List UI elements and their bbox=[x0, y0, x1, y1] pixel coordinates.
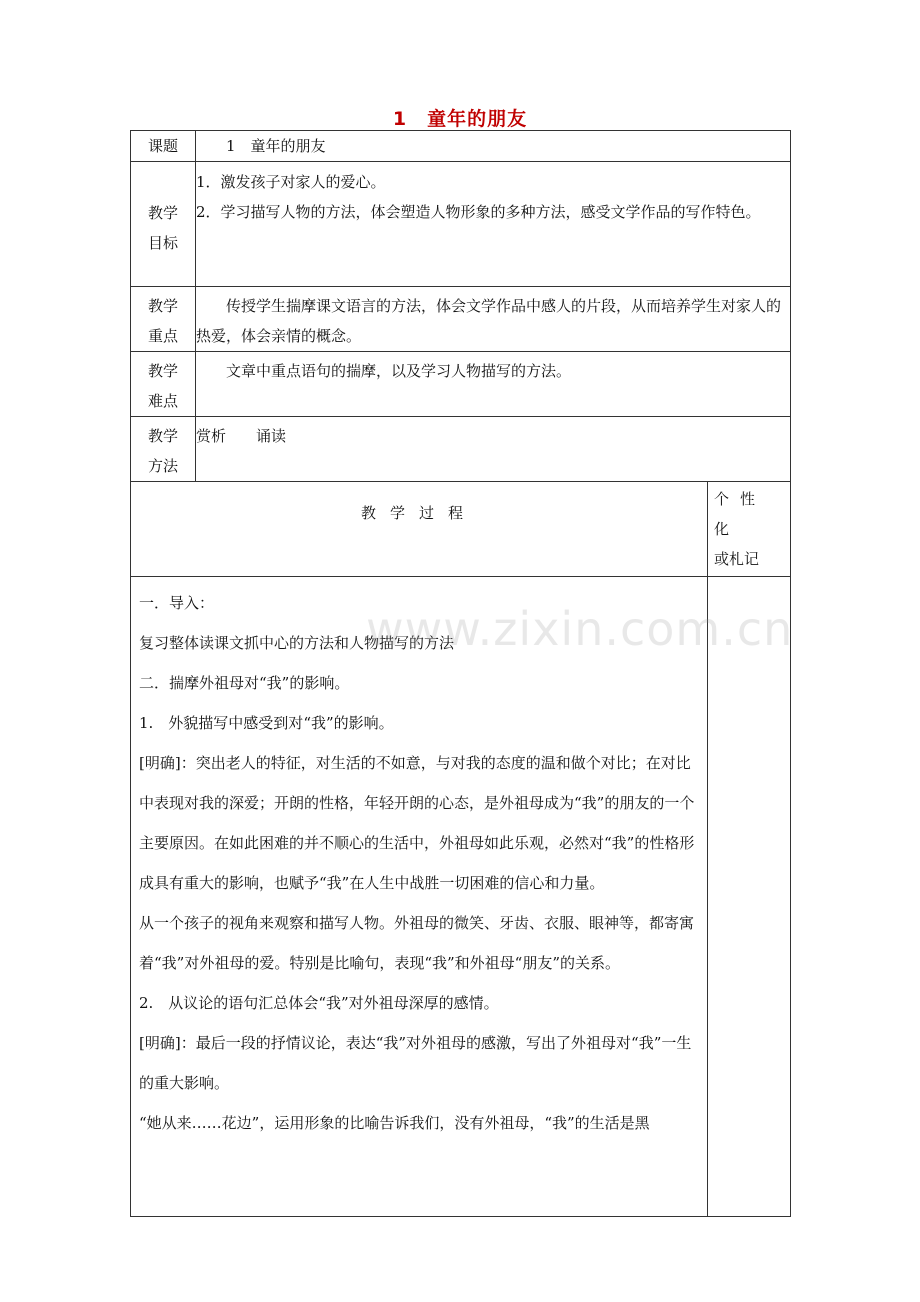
key-points-label: 教学 重点 bbox=[131, 287, 196, 352]
notes-header-cell bbox=[708, 482, 791, 577]
methods-label: 教学 方法 bbox=[131, 417, 196, 482]
process-paragraph: 2. 从议论的语句汇总体会“我”对外祖母深厚的感情。 bbox=[139, 994, 499, 1012]
watermark: www.zixin.com.cn bbox=[366, 602, 794, 656]
row-difficulties bbox=[131, 352, 791, 417]
process-paragraph: “她从来……花边”，运用形象的比喻告诉我们，没有外祖母，“我”的生活是黑 bbox=[139, 1114, 650, 1132]
row-topic bbox=[131, 131, 791, 162]
methods-value: 赏析 诵读 bbox=[196, 417, 791, 482]
notes-header-line2: 或札记 bbox=[714, 550, 760, 568]
process-paragraph: [明确]：最后一段的抒情议论，表达“我”对外祖母的感激，写出了外祖母对“我”一生的重大影响。 bbox=[139, 1034, 692, 1092]
goals-value bbox=[196, 162, 791, 287]
goal-item: 2．学习描写人物的方法，体会塑造人物形象的多种方法，感受文学作品的写作特色。 bbox=[196, 203, 761, 221]
row-goals bbox=[131, 162, 791, 287]
process-body-cell bbox=[131, 577, 708, 1217]
process-header-cell bbox=[131, 482, 708, 577]
notes-header-line1: 个性化 bbox=[714, 490, 767, 538]
process-paragraph: 二．揣摩外祖母对“我”的影响。 bbox=[139, 674, 350, 692]
document-title: 1 童年的朋友 bbox=[392, 108, 528, 130]
process-paragraph: 1. 外貌描写中感受到对“我”的影响。 bbox=[139, 714, 394, 732]
lesson-plan-table bbox=[130, 130, 794, 1217]
process-paragraph: 从一个孩子的视角来观察和描写人物。外祖母的微笑、牙齿、衣服、眼神等，都寄寓着“我”对外祖母的爱。特别是比喻句，表现“我”和外祖母“朋友”的关系。 bbox=[139, 914, 695, 972]
topic-value: 1 童年的朋友 bbox=[196, 131, 791, 162]
row-key-points bbox=[131, 287, 791, 352]
process-header: 教学过程 bbox=[360, 504, 477, 522]
row-methods bbox=[131, 417, 791, 482]
notes-body-cell bbox=[708, 577, 791, 1217]
goals-label: 教学 目标 bbox=[131, 162, 196, 287]
difficulties-label: 教学 难点 bbox=[131, 352, 196, 417]
key-points-value: 传授学生揣摩课文语言的方法，体会文学作品中感人的片段，从而培养学生对家人的热爱，体会亲情的概念。 bbox=[196, 287, 791, 352]
difficulties-value: 文章中重点语句的揣摩，以及学习人物描写的方法。 bbox=[196, 352, 791, 417]
row-process-body bbox=[131, 577, 791, 1217]
topic-label: 课题 bbox=[131, 131, 196, 162]
process-paragraph: 一．导入： bbox=[139, 594, 215, 612]
goal-item: 1．激发孩子对家人的爱心。 bbox=[196, 173, 386, 191]
process-paragraph: 复习整体读课文抓中心的方法和人物描写的方法 bbox=[139, 634, 455, 652]
row-process-header bbox=[131, 482, 791, 577]
process-paragraph: [明确]：突出老人的特征，对生活的不如意，与对我的态度的温和做个对比；在对比中表现对我的深爱；开朗的性格，年轻开朗的心态，是外祖母成为“我”的朋友的一个主要原因。在如此困难的并不顺心的生活中，外祖母如此乐观，必然对“我”的性格形成具有重大的影响，也赋予“我”在人生中战胜一切困难的信心和力量。 bbox=[139, 754, 695, 892]
